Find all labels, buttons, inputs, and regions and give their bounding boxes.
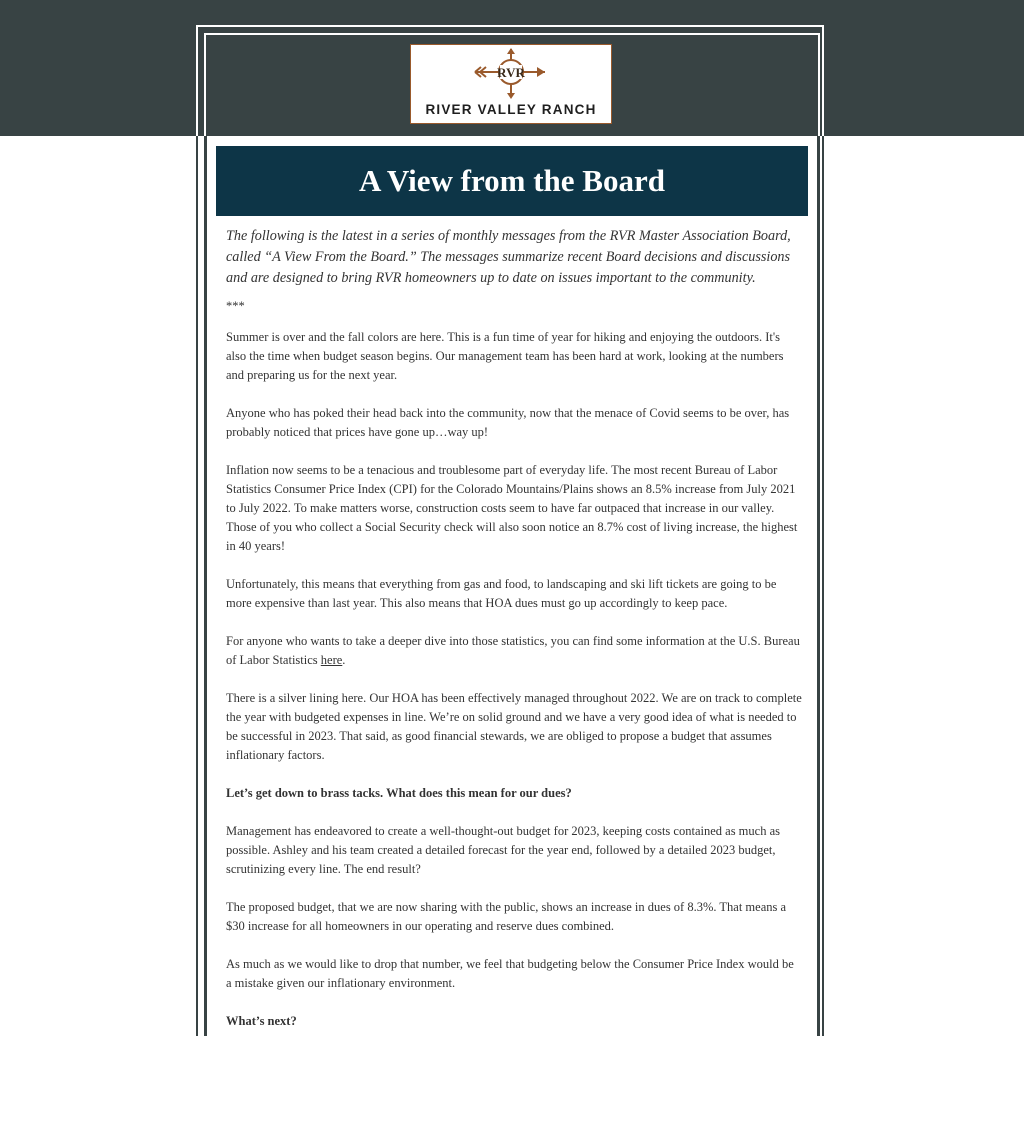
paragraph-prices: Anyone who has poked their head back into the community, now that the menace of Covid seems to be over, has probably noticed that prices have gone up…way up! [226,406,790,439]
paragraph-management: Management has endeavored to create a well-thought-out budget for 2023, keeping costs contained as much as possible. Ashley and his team created a detailed forecast for the year end, followed by a detailed 2023 budget, scrutinizing every line. The end result? [226,824,780,876]
river-valley-ranch-logo [410,44,612,124]
section-separator: *** [226,299,245,313]
paragraph-proposed-budget: The proposed budget, that we are now sharing with the public, shows an increase in dues of 8.3%. That means a $30 increase for all homeowners in our operating and reserve dues combined. [226,900,787,933]
paragraph-cpi: As much as we would like to drop that number, we feel that budgeting below the Consumer Price Index would be a mistake given our inflationary environment. [226,957,794,990]
paragraph-statistics [226,632,802,670]
intro-paragraph: The following is the latest in a series of monthly messages from the RVR Master Association Board, called “A View From the Board.” The messages summarize recent Board decisions and discussions and are designed to bring RVR homeowners up to date on issues important to the community. [226,228,791,286]
heading-brass-tacks: Let’s get down to brass tacks. What does this mean for our dues? [226,786,572,800]
logo-initials: RVR [497,65,525,80]
article-content [226,226,802,1050]
paragraph-summer: Summer is over and the fall colors are here. This is a fun time of year for hiking and enjoying the outdoors. It's also the time when budget season begins. Our management team has been hard at work, looking at the numbers and preparing us for the next year. [226,330,784,382]
logo-wordmark: RIVER VALLEY RANCH [425,102,597,117]
statistics-suffix: . [342,653,346,667]
statistics-text: For anyone who wants to take a deeper dive into those statistics, you can find some information at the U.S. Bureau of Labor Statistics [226,634,800,667]
paragraph-silver-lining: There is a silver lining here. Our HOA has been effectively managed throughout 2022. We are on track to complete the year with budgeted expenses in line. We’re on solid ground and we have a very good idea of what is needed to be successful in 2023. That said, as good financial stewards, we are obliged to propose a budget that assumes inflationary factors. [226,691,802,762]
heading-whats-next: What’s next? [226,1014,297,1028]
title-banner [216,146,808,216]
page-title: A View from the Board [359,163,665,198]
bls-here-link[interactable]: here [320,653,343,667]
paragraph-costs: Unfortunately, this means that everything from gas and food, to landscaping and ski lift tickets are going to be more expensive than last year. This also means that HOA dues must go up accordingly to keep pace. [226,577,777,610]
paragraph-inflation: Inflation now seems to be a tenacious and troublesome part of everyday life. The most recent Bureau of Labor Statistics Consumer Price Index (CPI) for the Colorado Mountains/Plains shows an 8.5% increase from July 2021 to July 2022. To make matters worse, construction costs seem to have far outpaced that increase in our valley. Those of you who collect a Social Security check will also soon notice an 8.7% cost of living increase, the highest in 40 years! [226,463,798,553]
arrow-compass-icon [411,45,611,103]
